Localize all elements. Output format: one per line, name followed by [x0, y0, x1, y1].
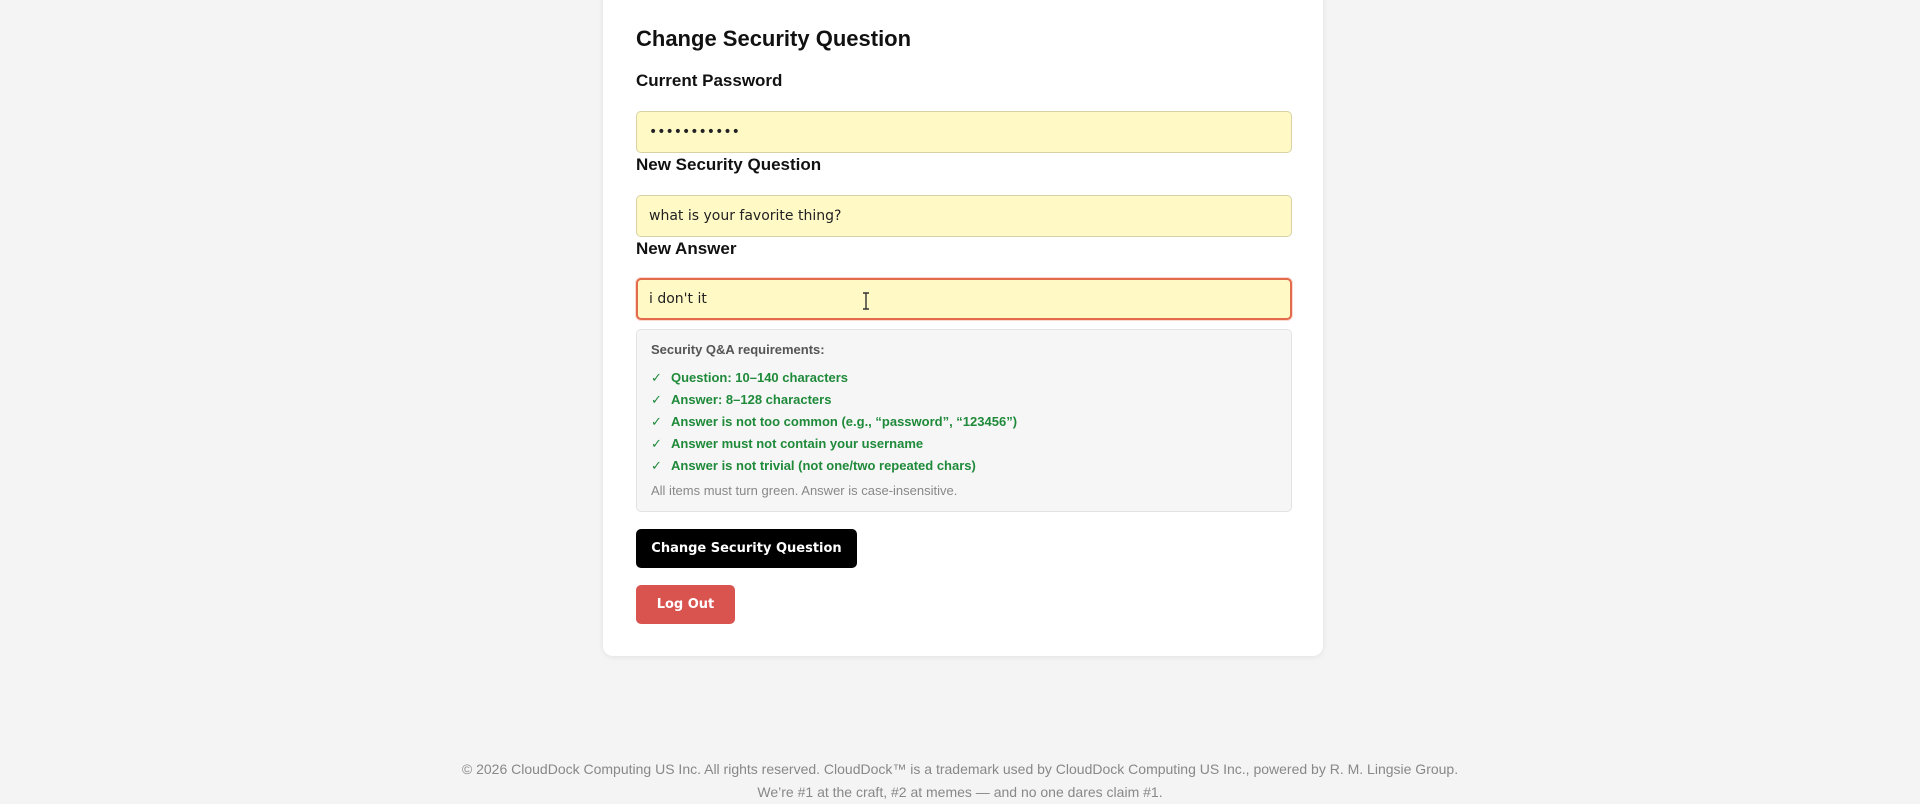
- new-answer-label: New Answer: [636, 239, 737, 258]
- requirement-item: [651, 389, 1017, 411]
- check-icon: ✓: [651, 393, 662, 408]
- requirement-text: Answer is not too common (e.g., “password”, “123456”): [671, 414, 1018, 429]
- requirement-text: Answer: 8–128 characters: [671, 392, 832, 407]
- check-icon: ✓: [651, 415, 662, 430]
- check-icon: ✓: [651, 371, 662, 386]
- check-icon: ✓: [651, 459, 662, 474]
- current-password-label: Current Password: [636, 71, 783, 90]
- new-question-label: New Security Question: [636, 155, 822, 174]
- new-answer-input[interactable]: [636, 278, 1292, 320]
- current-password-input[interactable]: [636, 111, 1292, 153]
- change-security-question-button[interactable]: Change Security Question: [636, 529, 857, 568]
- requirement-item: [651, 367, 1017, 389]
- requirement-text: Answer must not contain your username: [671, 436, 924, 451]
- footer: [0, 758, 1920, 804]
- requirement-item: [651, 411, 1017, 433]
- requirements-panel: [636, 329, 1292, 512]
- requirements-title: Security Q&A requirements:: [651, 342, 825, 357]
- log-out-button[interactable]: Log Out: [636, 585, 735, 624]
- requirements-note: All items must turn green. Answer is case-insensitive.: [651, 483, 958, 498]
- requirement-text: Answer is not trivial (not one/two repeated chars): [671, 458, 976, 473]
- requirement-item: [651, 455, 1017, 477]
- footer-copyright: © 2026 CloudDock Computing US Inc. All rights reserved. CloudDock™ is a trademark used by CloudDock Computing US Inc., powered by R. M. Lingsie Group.: [461, 761, 1459, 777]
- page-title: Change Security Question: [636, 26, 912, 51]
- text-cursor-icon: [861, 292, 871, 310]
- requirements-list: [651, 367, 1017, 477]
- check-icon: ✓: [651, 437, 662, 452]
- security-question-card: [603, 0, 1323, 656]
- requirement-item: [651, 433, 1017, 455]
- requirement-text: Question: 10–140 characters: [671, 370, 849, 385]
- footer-tagline: We’re #1 at the craft, #2 at memes — and no one dares claim #1.: [757, 784, 1163, 800]
- new-question-input[interactable]: [636, 195, 1292, 237]
